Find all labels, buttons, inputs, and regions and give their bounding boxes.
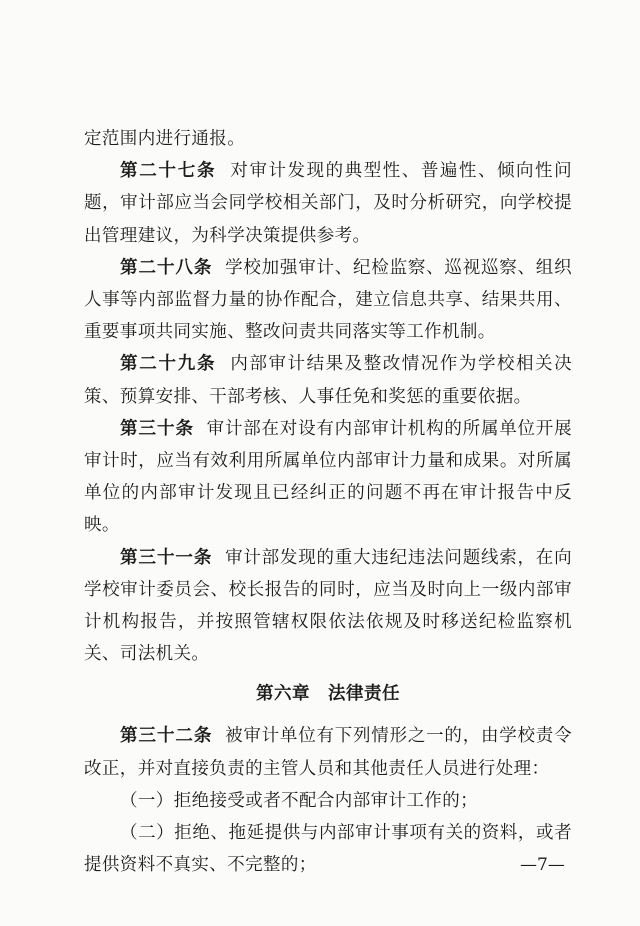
paragraph-text: 审计部发现的重大违纪违法问题线索，在向学校审计委员会、校长报告的同时，应当及时向上一级内部审计机构报告，并按照管辖权限依法依规及时移送纪检监察机关、司法机关。 — [84, 547, 572, 665]
list-item-2 — [84, 817, 572, 881]
article-number: 第三十二条 — [120, 726, 213, 747]
article-28 — [84, 252, 572, 349]
article-number: 第三十条 — [120, 418, 194, 439]
paragraph-text: 审计部在对设有内部审计机构的所属单位开展审计时，应当有效利用所属单位内部审计力量和成果。对所属单位的内部审计发现且已经纠正的问题不再在审计报告中反映。 — [84, 418, 572, 536]
chapter-heading — [84, 670, 572, 720]
article-number: 第二十九条 — [120, 354, 217, 375]
article-30 — [84, 413, 572, 542]
page-number: —7— — [520, 855, 565, 875]
article-29 — [84, 348, 572, 412]
paragraph-text: （一）拒绝接受或者不配合内部审计工作的； — [120, 790, 478, 811]
paragraph-text: 对审计发现的典型性、普遍性、倾向性问题，审计部应当会同学校相关部门，及时分析研究，向学校提出管理建议，为科学决策提供参考。 — [84, 161, 572, 246]
paragraph-text: （二）拒绝、拖延提供与内部审计事项有关的资料，或者提供资料不真实、不完整的； — [84, 823, 572, 876]
article-number: 第三十一条 — [120, 547, 213, 568]
list-item-1 — [84, 785, 572, 817]
paragraph-text: 定范围内进行通报。 — [84, 129, 246, 149]
document-body — [84, 123, 572, 881]
article-27 — [84, 155, 572, 252]
chapter-title: 法律责任 — [328, 684, 400, 705]
article-number: 第二十七条 — [120, 161, 217, 182]
paragraph-text: 学校加强审计、纪检监察、巡视巡察、组织人事等内部监督力量的协作配合，建立信息共享、结果共用、重要事项共同实施、整改问责共同落实等工作机制。 — [84, 257, 572, 343]
article-31 — [84, 542, 572, 671]
article-number: 第二十八条 — [120, 257, 213, 278]
chapter-number: 第六章 — [256, 684, 310, 705]
paragraph-text: 内部审计结果及整改情况作为学校相关决策、预算安排、干部考核、人事任免和奖惩的重要依据。 — [84, 354, 572, 407]
article-32 — [84, 720, 572, 784]
paragraph-text: 被审计单位有下列情形之一的，由学校责令改正，并对直接负责的主管人员和其他责任人员进行处理： — [84, 726, 572, 779]
paragraph-continuation — [84, 123, 572, 155]
